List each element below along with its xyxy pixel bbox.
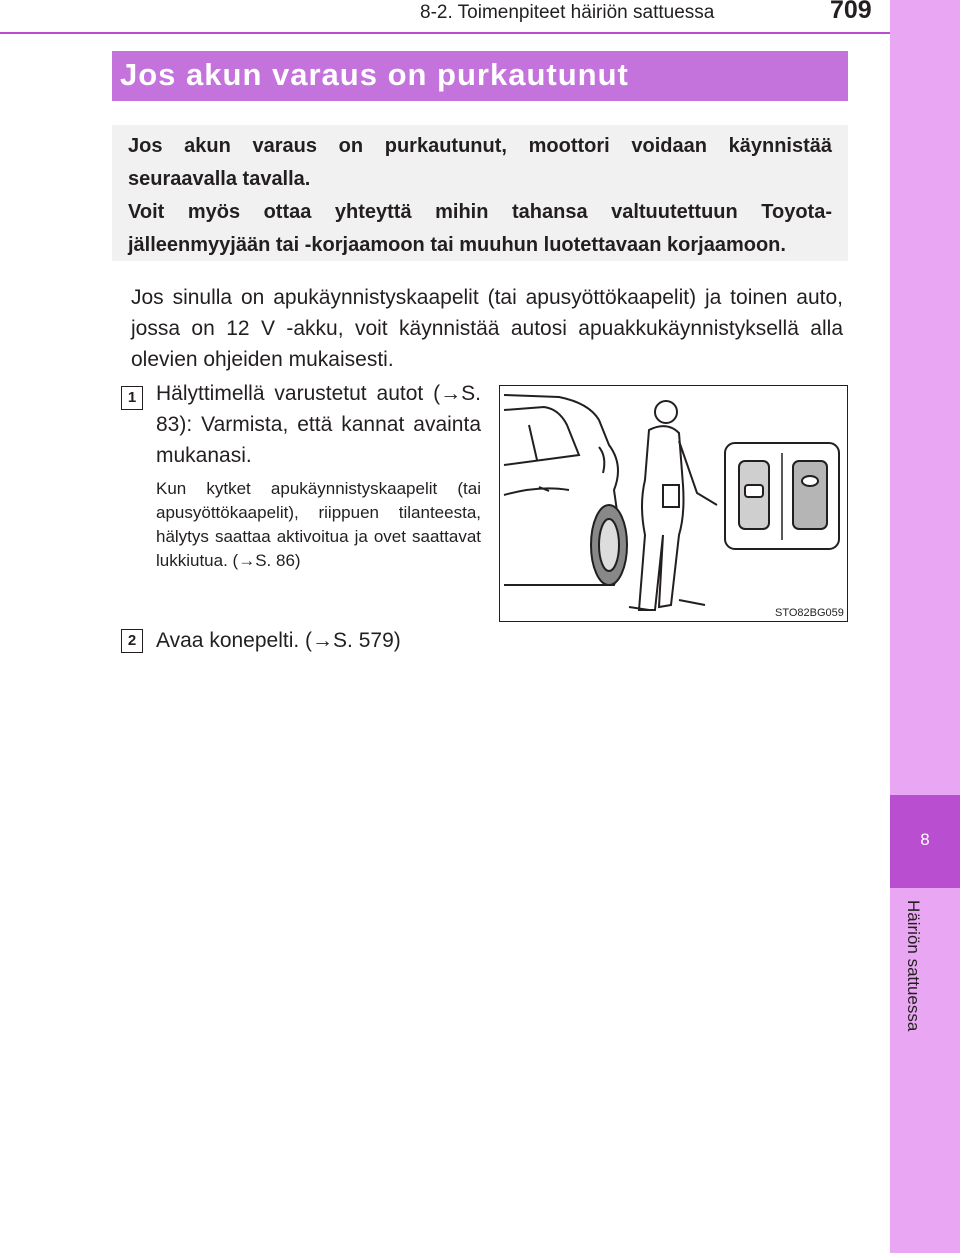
step-2-text: Avaa konepelti. (→S. 579) — [156, 629, 401, 652]
header-section-title: 8-2. Toimenpiteet häiriön sattuessa — [420, 2, 715, 23]
figure-code: STO82BG059 — [775, 607, 844, 619]
section-title: Jos akun varaus on purkautunut — [112, 51, 848, 101]
header-divider — [0, 32, 890, 34]
step-1-note: Kun kytket apukäynnistyskaapelit (tai apusyöttökaapelit), riippuen tilanteesta, hälytys saattaa aktivoitua ja ovet saattavat lukkiutua. (→S. 86) — [156, 479, 481, 570]
illustration-figure — [499, 385, 848, 622]
step-1-badge: 1 — [121, 386, 143, 410]
intro-paragraph: Jos sinulla on apukäynnistyskaapelit (tai apusyöttökaapelit) ja toinen auto, jossa on 12 V -akku, voit käynnistää autosi apuakkukäynnistyksellä alla olevien ohjeiden mukaisesti. — [131, 286, 843, 371]
page-number: 709 — [830, 0, 872, 24]
intro-line-1: Jos akun varaus on purkautunut, moottori voidaan käynnistää seuraavalla tavalla. — [128, 135, 832, 190]
car-and-key-illustration — [499, 385, 848, 622]
step-1-text: Hälyttimellä varustetut autot (→S. 83): Varmista, että kannat avainta mukanasi. — [156, 382, 481, 467]
intro-line-2: Voit myös ottaa yhteyttä mihin tahansa valtuutettuun Toyota-jälleenmyyjään tai -korjaamoon tai muuhun luotettavaan korjaamoon. — [128, 201, 832, 256]
step-2-badge: 2 — [121, 629, 143, 653]
key-back-icon — [793, 461, 827, 529]
intro-box — [112, 125, 848, 261]
chapter-name: Häiriön sattuessa — [904, 900, 923, 1032]
key-fob-inset — [725, 443, 839, 549]
side-tab-strip — [890, 0, 960, 1253]
chapter-number: 8 — [920, 830, 930, 849]
